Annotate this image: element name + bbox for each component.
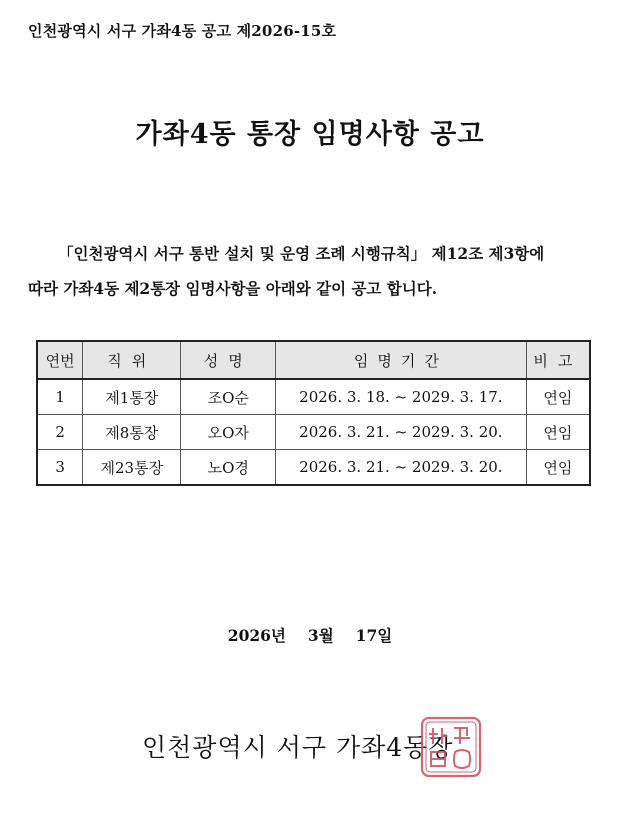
cell-name: 오O자 [181,415,276,450]
header-note: 비고 [526,341,590,379]
table-row [37,379,590,415]
table-header-row [37,341,590,379]
notice-date [0,624,620,646]
issuer-name: 인천광역시 서구 가좌4동장 [142,733,454,762]
table-row [37,415,590,450]
cell-name: 노O경 [181,450,276,486]
cell-no: 1 [37,379,83,415]
header-name: 성명 [181,341,276,379]
cell-term: 2026. 3. 21. ~ 2029. 3. 20. [276,415,527,450]
cell-name: 조O순 [181,379,276,415]
cell-no: 2 [37,415,83,450]
document-number: 인천광역시 서구 가좌4동 공고 제2026-15호 [28,22,337,40]
cell-no: 3 [37,450,83,486]
cell-term: 2026. 3. 18. ~ 2029. 3. 17. [276,379,527,415]
cell-position: 제1통장 [83,379,181,415]
header-position: 직위 [83,341,181,379]
cell-note: 연임 [526,450,590,486]
cell-position: 제8통장 [83,415,181,450]
official-seal-icon [418,714,484,780]
date-day: 17일 [355,626,393,645]
table-row [37,450,590,486]
cell-note: 연임 [526,379,590,415]
notice-body [28,236,598,306]
date-month: 3월 [307,626,334,645]
header-no: 연번 [37,341,83,379]
appointment-table [36,340,591,486]
notice-body-line-2: 따라 가좌4동 제2통장 임명사항을 아래와 같이 공고 합니다. [28,279,438,298]
cell-note: 연임 [526,415,590,450]
page-title: 가좌4동 통장 임명사항 공고 [135,119,485,150]
notice-body-line-1: 「인천광역시 서구 통반 설치 및 운영 조례 시행규칙」 제12조 제3항에 [58,244,545,263]
cell-position: 제23통장 [83,450,181,486]
date-year: 2026년 [227,626,286,645]
cell-term: 2026. 3. 21. ~ 2029. 3. 20. [276,450,527,486]
header-term: 임명기간 [276,341,527,379]
